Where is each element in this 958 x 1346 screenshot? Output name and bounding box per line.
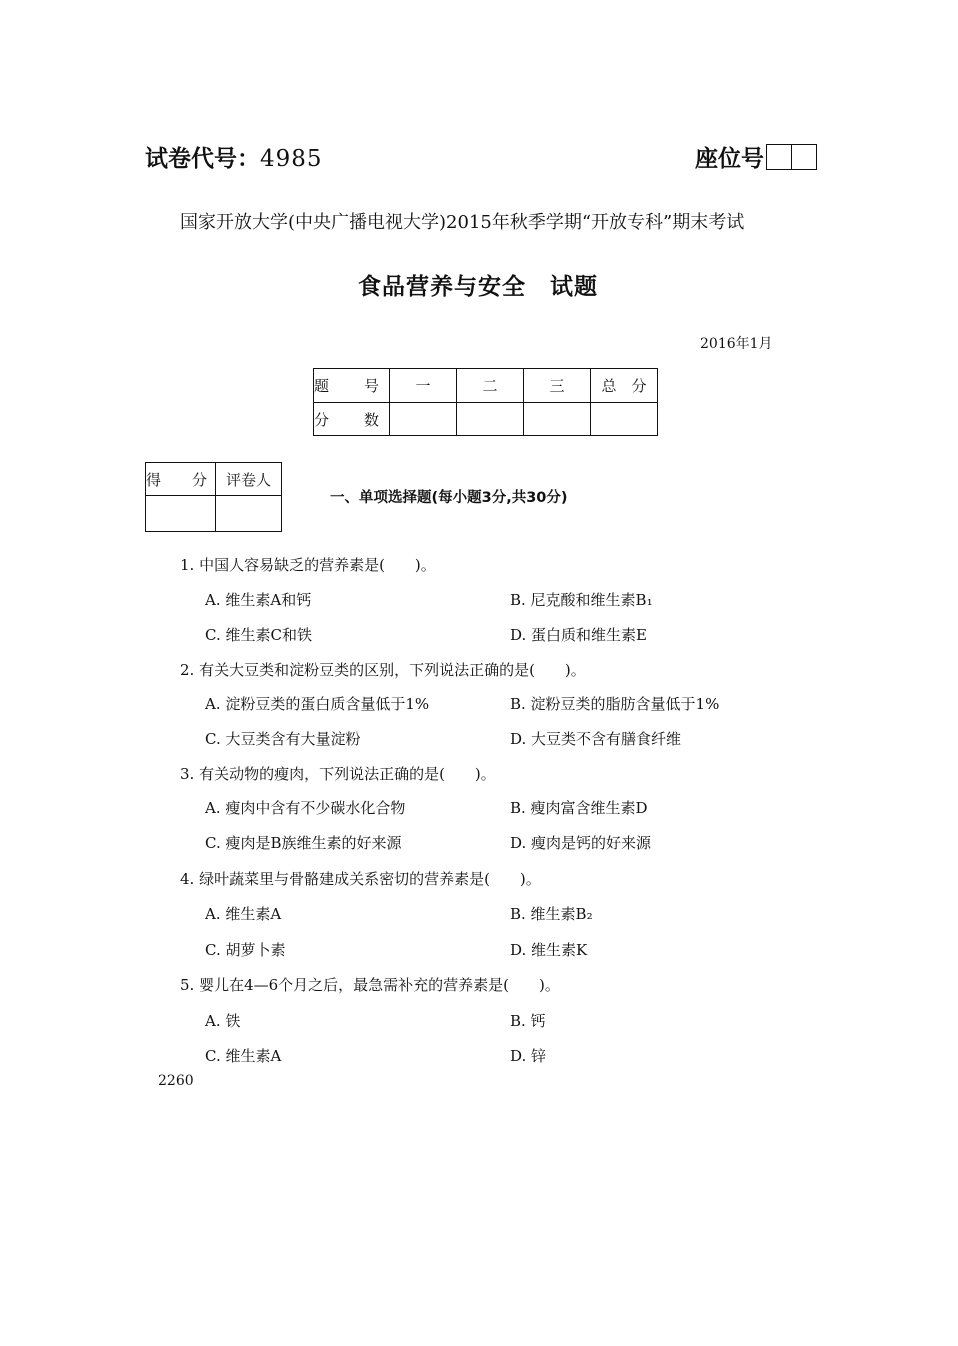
question-option: A. 淀粉豆类的蛋白质含量低于1% — [205, 695, 430, 713]
question-stem: 4. 绿叶蔬菜里与骨骼建成关系密切的营养素是( )。 — [180, 870, 541, 888]
seat-number-label: 座位号 — [695, 146, 764, 172]
grader-table — [145, 462, 282, 532]
grader-score-cell — [146, 496, 216, 532]
question-option: C. 大豆类含有大量淀粉 — [205, 730, 361, 748]
score-table-score-row — [314, 403, 658, 436]
section-title: 一、单项选择题(每小题3分,共30分) — [330, 490, 568, 506]
seat-box — [792, 144, 817, 170]
question-option: D. 锌 — [510, 1047, 547, 1065]
question-stem: 5. 婴儿在4—6个月之后，最急需补充的营养素是( )。 — [180, 976, 560, 994]
grader-name-header: 评卷人 — [216, 463, 282, 496]
question-stem: 1. 中国人容易缺乏的营养素是( )。 — [180, 556, 436, 574]
exam-date: 2016年1月 — [700, 336, 773, 352]
score-table-cell: 分 数 — [314, 403, 390, 436]
question-option: A. 铁 — [205, 1012, 241, 1030]
score-table-cell — [457, 403, 524, 436]
question-option: A. 维生素A — [205, 905, 282, 923]
exam-title: 食品营养与安全 试题 — [358, 274, 598, 300]
question-option: B. 淀粉豆类的脂肪含量低于1% — [510, 695, 720, 713]
question-option: D. 大豆类不含有膳食纤维 — [510, 730, 682, 748]
seat-box — [766, 144, 792, 170]
score-table-cell: 二 — [457, 369, 524, 403]
paper-code-value: 4985 — [260, 146, 323, 172]
question-option: A. 维生素A和钙 — [205, 591, 312, 609]
question-option: D. 蛋白质和维生素E — [510, 626, 647, 644]
score-table-cell: 题 号 — [314, 369, 390, 403]
grader-name-cell — [216, 496, 282, 532]
grader-score-header: 得 分 — [146, 463, 216, 496]
question-option: B. 钙 — [510, 1012, 546, 1030]
score-table-cell: 总 分 — [591, 369, 658, 403]
institution-line: 国家开放大学(中央广播电视大学)2015年秋季学期“开放专科”期末考试 — [180, 212, 745, 233]
score-table-cell — [591, 403, 658, 436]
question-option: C. 维生素C和铁 — [205, 626, 312, 644]
score-table-cell — [524, 403, 591, 436]
question-option: D. 维生素K — [510, 941, 588, 959]
grader-table-blank-row — [146, 496, 282, 532]
paper-code-label: 试卷代号： — [145, 146, 260, 172]
question-option: B. 维生素B₂ — [510, 905, 593, 923]
page-number: 2260 — [158, 1073, 194, 1089]
question-option: C. 胡萝卜素 — [205, 941, 286, 959]
question-option: B. 瘦肉富含维生素D — [510, 799, 648, 817]
paper-code — [145, 140, 323, 173]
score-table — [313, 368, 658, 436]
score-table-cell — [390, 403, 457, 436]
question-option: C. 瘦肉是B族维生素的好来源 — [205, 834, 402, 852]
seat-number — [695, 140, 817, 173]
question-option: D. 瘦肉是钙的好来源 — [510, 834, 652, 852]
question-stem: 3. 有关动物的瘦肉，下列说法正确的是( )。 — [180, 765, 496, 783]
question-option: B. 尼克酸和维生素B₁ — [510, 591, 653, 609]
grader-table-header-row — [146, 463, 282, 496]
seat-number-boxes — [766, 144, 817, 170]
question-option: A. 瘦肉中含有不少碳水化合物 — [205, 799, 406, 817]
question-option: C. 维生素A — [205, 1047, 282, 1065]
score-table-cell: 三 — [524, 369, 591, 403]
score-table-cell: 一 — [390, 369, 457, 403]
question-stem: 2. 有关大豆类和淀粉豆类的区别，下列说法正确的是( )。 — [180, 661, 586, 679]
score-table-header-row — [314, 369, 658, 403]
